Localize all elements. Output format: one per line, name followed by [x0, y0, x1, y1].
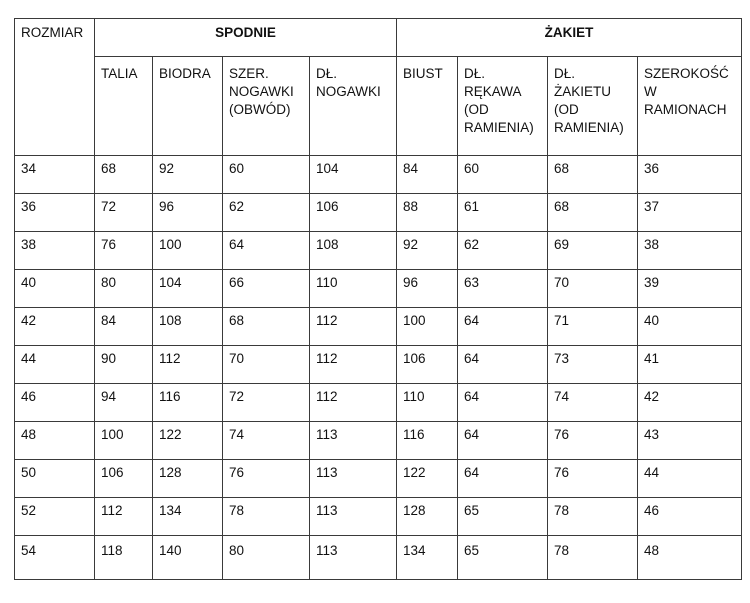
column-header-leg-width: SZER. NOGAWKI (OBWÓD): [223, 57, 310, 156]
measurement-cell: 39: [638, 270, 742, 308]
measurement-cell: 80: [95, 270, 153, 308]
measurement-cell: 48: [638, 536, 742, 580]
size-cell: 42: [15, 308, 95, 346]
jacket-group-header: ŻAKIET: [397, 19, 742, 57]
table-row: [15, 460, 742, 498]
size-cell: 44: [15, 346, 95, 384]
measurement-cell: 134: [397, 536, 458, 580]
measurement-cell: 37: [638, 194, 742, 232]
measurement-cell: 60: [458, 156, 548, 194]
measurement-cell: 106: [95, 460, 153, 498]
measurement-cell: 62: [223, 194, 310, 232]
measurement-cell: 78: [223, 498, 310, 536]
measurement-cell: 64: [458, 422, 548, 460]
table-row: [15, 536, 742, 580]
column-header-jacket-length: DŁ. ŻAKIETU (OD RAMIENIA): [548, 57, 638, 156]
measurement-cell: 63: [458, 270, 548, 308]
measurement-cell: 100: [397, 308, 458, 346]
measurement-cell: 68: [548, 156, 638, 194]
measurement-cell: 74: [548, 384, 638, 422]
measurement-cell: 68: [223, 308, 310, 346]
column-header-bust: BIUST: [397, 57, 458, 156]
table-row: [15, 308, 742, 346]
measurement-cell: 122: [153, 422, 223, 460]
measurement-cell: 92: [153, 156, 223, 194]
table-row: [15, 194, 742, 232]
measurement-cell: 65: [458, 536, 548, 580]
table-row: [15, 156, 742, 194]
measurement-cell: 73: [548, 346, 638, 384]
measurement-cell: 110: [397, 384, 458, 422]
measurement-cell: 66: [223, 270, 310, 308]
measurement-cell: 108: [153, 308, 223, 346]
column-header-hips: BIODRA: [153, 57, 223, 156]
measurement-cell: 70: [223, 346, 310, 384]
measurement-cell: 43: [638, 422, 742, 460]
measurement-cell: 64: [458, 346, 548, 384]
measurement-cell: 96: [153, 194, 223, 232]
trousers-group-header: SPODNIE: [95, 19, 397, 57]
table-row: [15, 498, 742, 536]
measurement-cell: 72: [95, 194, 153, 232]
measurement-cell: 94: [95, 384, 153, 422]
measurement-cell: 104: [310, 156, 397, 194]
size-cell: 52: [15, 498, 95, 536]
column-header-waist: TALIA: [95, 57, 153, 156]
measurement-cell: 112: [153, 346, 223, 384]
column-header-leg-length: DŁ. NOGAWKI: [310, 57, 397, 156]
measurement-cell: 100: [95, 422, 153, 460]
measurement-cell: 122: [397, 460, 458, 498]
measurement-cell: 84: [397, 156, 458, 194]
measurement-cell: 92: [397, 232, 458, 270]
measurement-cell: 72: [223, 384, 310, 422]
measurement-cell: 38: [638, 232, 742, 270]
measurement-cell: 88: [397, 194, 458, 232]
measurement-cell: 74: [223, 422, 310, 460]
size-cell: 48: [15, 422, 95, 460]
measurement-cell: 76: [548, 460, 638, 498]
measurement-cell: 76: [548, 422, 638, 460]
measurement-cell: 70: [548, 270, 638, 308]
measurement-cell: 36: [638, 156, 742, 194]
measurement-cell: 106: [310, 194, 397, 232]
size-cell: 50: [15, 460, 95, 498]
size-cell: 36: [15, 194, 95, 232]
measurement-cell: 113: [310, 422, 397, 460]
measurement-cell: 68: [548, 194, 638, 232]
measurement-cell: 113: [310, 460, 397, 498]
measurement-cell: 76: [223, 460, 310, 498]
measurement-cell: 140: [153, 536, 223, 580]
measurement-cell: 78: [548, 498, 638, 536]
measurement-cell: 42: [638, 384, 742, 422]
measurement-cell: 128: [153, 460, 223, 498]
measurement-cell: 61: [458, 194, 548, 232]
measurement-cell: 64: [223, 232, 310, 270]
measurement-cell: 106: [397, 346, 458, 384]
column-header-sleeve-length: DŁ. RĘKAWA (OD RAMIENIA): [458, 57, 548, 156]
measurement-cell: 112: [310, 308, 397, 346]
table-row: [15, 384, 742, 422]
measurement-cell: 40: [638, 308, 742, 346]
measurement-cell: 96: [397, 270, 458, 308]
measurement-cell: 64: [458, 460, 548, 498]
measurement-cell: 44: [638, 460, 742, 498]
measurement-cell: 69: [548, 232, 638, 270]
table-row: [15, 422, 742, 460]
size-chart-table: [14, 18, 742, 580]
measurement-cell: 90: [95, 346, 153, 384]
measurement-cell: 62: [458, 232, 548, 270]
size-column-header: ROZMIAR: [15, 19, 95, 156]
measurement-cell: 60: [223, 156, 310, 194]
measurement-cell: 64: [458, 384, 548, 422]
group-header-row: [15, 19, 742, 57]
measurement-cell: 68: [95, 156, 153, 194]
size-chart-body: [15, 19, 742, 580]
table-row: [15, 270, 742, 308]
table-row: [15, 346, 742, 384]
measurement-cell: 112: [310, 346, 397, 384]
measurement-cell: 76: [95, 232, 153, 270]
size-cell: 54: [15, 536, 95, 580]
measurement-cell: 113: [310, 536, 397, 580]
measurement-cell: 116: [153, 384, 223, 422]
measurement-cell: 113: [310, 498, 397, 536]
measurement-cell: 112: [95, 498, 153, 536]
measurement-cell: 100: [153, 232, 223, 270]
measurement-cell: 84: [95, 308, 153, 346]
measurement-cell: 65: [458, 498, 548, 536]
measurement-cell: 64: [458, 308, 548, 346]
table-row: [15, 232, 742, 270]
size-cell: 38: [15, 232, 95, 270]
measurement-cell: 112: [310, 384, 397, 422]
size-cell: 40: [15, 270, 95, 308]
measurement-cell: 80: [223, 536, 310, 580]
measurement-cell: 128: [397, 498, 458, 536]
measurement-cell: 78: [548, 536, 638, 580]
measurement-cell: 110: [310, 270, 397, 308]
measurement-cell: 108: [310, 232, 397, 270]
column-header-row: [15, 57, 742, 156]
size-cell: 46: [15, 384, 95, 422]
measurement-cell: 71: [548, 308, 638, 346]
measurement-cell: 46: [638, 498, 742, 536]
measurement-cell: 41: [638, 346, 742, 384]
measurement-cell: 134: [153, 498, 223, 536]
column-header-shoulder-width: SZEROKOŚĆ W RAMIONACH: [638, 57, 742, 156]
measurement-cell: 118: [95, 536, 153, 580]
measurement-cell: 116: [397, 422, 458, 460]
measurement-cell: 104: [153, 270, 223, 308]
size-cell: 34: [15, 156, 95, 194]
